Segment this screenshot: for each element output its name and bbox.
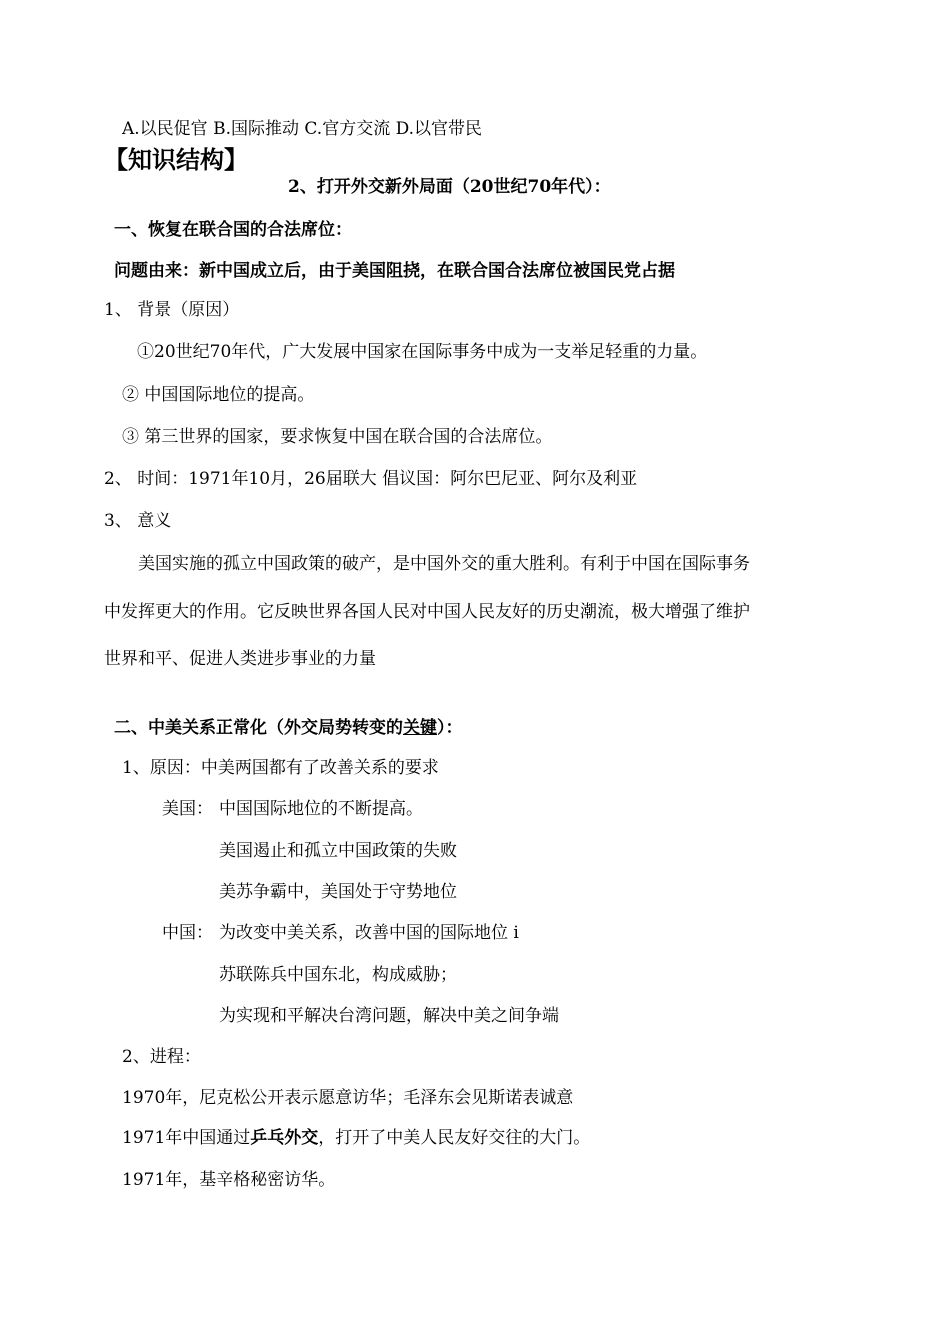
process-1971-post: ，打开了中美人民友好交往的大门。 <box>318 1128 591 1148</box>
china-reason: 为改变中美关系，改善中国的国际地位 i <box>219 923 519 943</box>
china-reason: 苏联陈兵中国东北，构成威胁； <box>219 965 457 985</box>
pingpong-diplomacy: 乒乓外交 <box>250 1128 319 1148</box>
process-item: 1971年，基辛格秘密访华。 <box>122 1170 336 1190</box>
part2-heading-post: ）： <box>437 718 463 738</box>
process-title: 2、进程： <box>122 1047 201 1067</box>
process-item: 1970年，尼克松公开表示愿意访华；毛泽东会见斯诺表诚意 <box>122 1088 574 1108</box>
answer-options: A.以民促官 B.国际推动 C.官方交流 D.以官带民 <box>122 119 483 139</box>
time-line: 2、 时间：1971年10月，26届联大 倡议国：阿尔巴尼亚、阿尔及利亚 <box>104 469 638 489</box>
meaning-paragraph-line: 世界和平、促进人类进步事业的力量 <box>104 649 376 669</box>
background-item: ③ 第三世界的国家，要求恢复中国在联合国的合法席位。 <box>122 427 553 447</box>
process-1971-pre: 1971年中国通过 <box>122 1128 251 1148</box>
usa-reason: 美国遏止和孤立中国政策的失败 <box>219 841 457 861</box>
part1-heading: 一、恢复在联合国的合法席位： <box>114 220 352 240</box>
meaning-paragraph-line: 中发挥更大的作用。它反映世界各国人民对中国人民友好的历史潮流，极大增强了维护 <box>104 602 750 622</box>
reason-title: 1、原因：中美两国都有了改善关系的要求 <box>122 758 439 778</box>
usa-reason: 中国国际地位的不断提高。 <box>219 799 423 819</box>
part2-heading <box>114 720 463 737</box>
part1-question: 问题由来：新中国成立后，由于美国阻挠，在联合国合法席位被国民党占据 <box>114 261 675 281</box>
topic-title: 2、打开外交新外局面（20世纪70年代）： <box>288 177 611 197</box>
process-item <box>122 1130 590 1147</box>
background-item: ①20世纪70年代，广大发展中国家在国际事务中成为一支举足轻重的力量。 <box>137 342 708 362</box>
china-label: 中国： <box>162 923 213 943</box>
meaning-paragraph-line: 美国实施的孤立中国政策的破产，是中国外交的重大胜利。有利于中国在国际事务 <box>138 554 750 574</box>
usa-label: 美国： <box>162 799 213 819</box>
china-reason: 为实现和平解决台湾问题，解决中美之间争端 <box>219 1006 559 1026</box>
part2-heading-pre: 二、中美关系正常化（外交局势转变的 <box>114 718 403 738</box>
meaning-title: 3、 意义 <box>104 511 172 531</box>
section-title: 【知识结构】 <box>104 146 248 174</box>
background-item: ② 中国国际地位的提高。 <box>122 385 315 405</box>
usa-reason: 美苏争霸中，美国处于守势地位 <box>219 882 457 902</box>
part2-heading-key: 关键 <box>403 718 437 738</box>
background-title: 1、 背景（原因） <box>104 300 240 320</box>
